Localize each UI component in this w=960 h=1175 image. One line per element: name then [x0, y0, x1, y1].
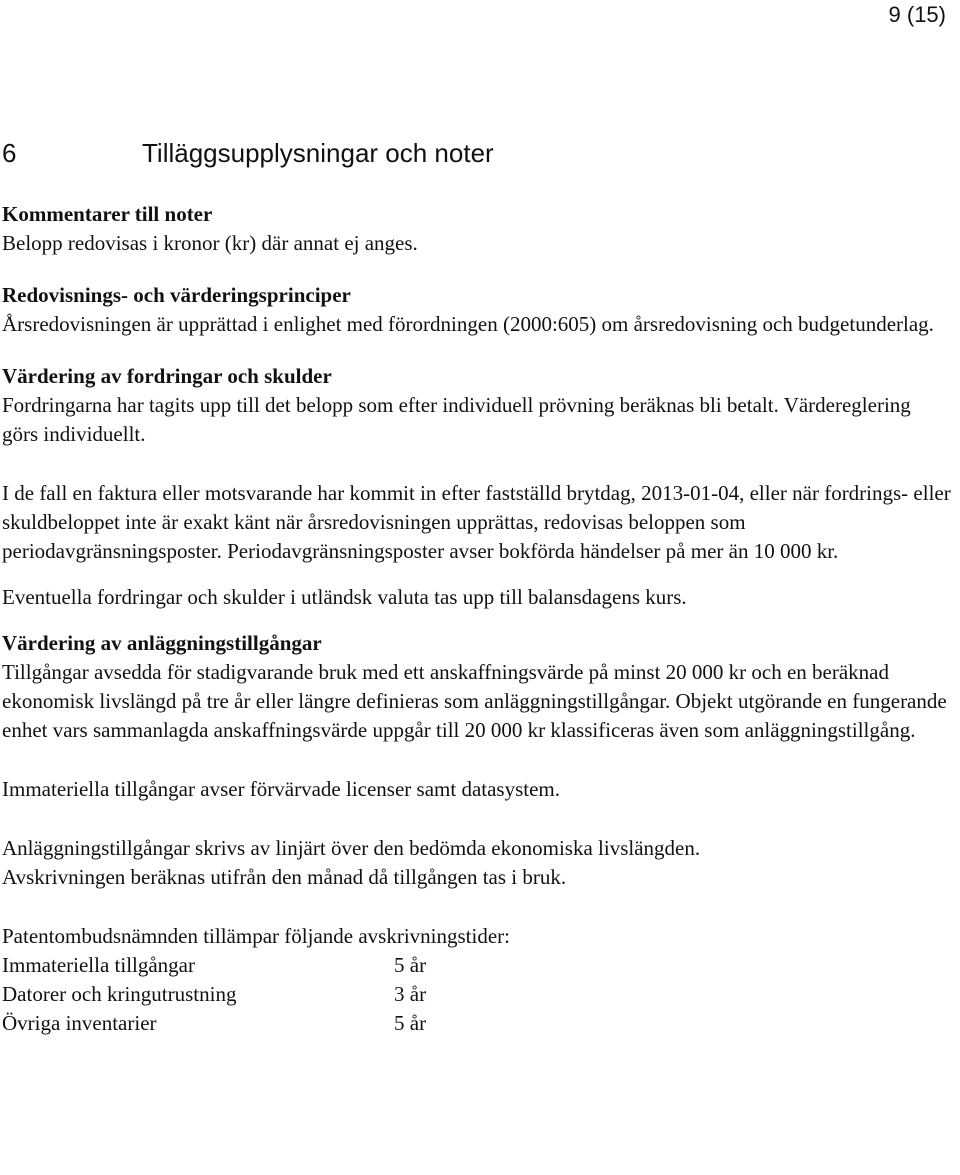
period-label: Immateriella tillgångar [2, 953, 195, 977]
table-row [2, 951, 952, 980]
period-value: 3 år [394, 982, 427, 1006]
comments-text: Belopp redovisas i kronor (kr) där annat ej anges. [2, 231, 418, 255]
comments-heading: Kommentarer till noter [2, 202, 213, 226]
table-row [2, 1009, 952, 1038]
chapter-number: 6 [2, 138, 17, 168]
intangible-text: Immateriella tillgångar avser förvärvade licenser samt datasystem. [2, 777, 561, 801]
table-row [2, 980, 952, 1009]
depreciation-text-1: Anläggningstillgångar skrivs av linjärt över den bedömda ekonomiska livslängden. [2, 836, 701, 860]
assets-heading: Värdering av anläggningstillgångar [2, 631, 322, 655]
depreciation-text-2: Avskrivningen beräknas utifrån den månad då tillgången tas i bruk. [2, 865, 567, 889]
period-value: 5 år [394, 1011, 427, 1035]
period-label: Övriga inventarier [2, 1011, 157, 1035]
principles-heading: Redovisnings- och värderingsprinciper [2, 283, 351, 307]
chapter-title: Tilläggsupplysningar och noter [142, 138, 494, 168]
document-body [2, 200, 952, 1038]
period-label: Datorer och kringutrustning [2, 982, 237, 1006]
currency-text: Eventuella fordringar och skulder i utländsk valuta tas upp till balansdagens kurs. [2, 585, 687, 609]
accruals-text: I de fall en faktura eller motsvarande har kommit in efter fastställd brytdag, 2013-01-04, eller när fordrings- eller skuldbeloppet inte är exakt känt när årsredovisningen upprättas, redovisas beloppen som periodavgränsningsposter. Periodavgränsningsposter avser bokförda händelser på mer än 10 000 kr. [2, 481, 951, 563]
principles-text: Årsredovisningen är upprättad i enlighet med förordningen (2000:605) om årsredovisning och budgetunderlag. [2, 312, 934, 336]
periods-intro: Patentombudsnämnden tillämpar följande avskrivningstider: [2, 924, 510, 948]
receivables-text: Fordringarna har tagits upp till det belopp som efter individuell prövning beräknas bli betalt. Värdereglering görs individuellt. [2, 393, 911, 446]
depreciation-table [2, 951, 952, 1038]
receivables-heading: Värdering av fordringar och skulder [2, 364, 332, 388]
period-value: 5 år [394, 953, 427, 977]
chapter-heading [2, 138, 494, 169]
assets-text: Tillgångar avsedda för stadigvarande bruk med ett anskaffningsvärde på minst 20 000 kr och en beräknad ekonomisk livslängd på tre år eller längre definieras som anläggningstillgångar. Objekt utgörande en fungerande enhet vars sammanlagda anskaffningsvärde uppgår till 20 000 kr klassificeras även som anläggningstillgång. [2, 660, 947, 742]
page-number: 9 (15) [888, 2, 946, 27]
